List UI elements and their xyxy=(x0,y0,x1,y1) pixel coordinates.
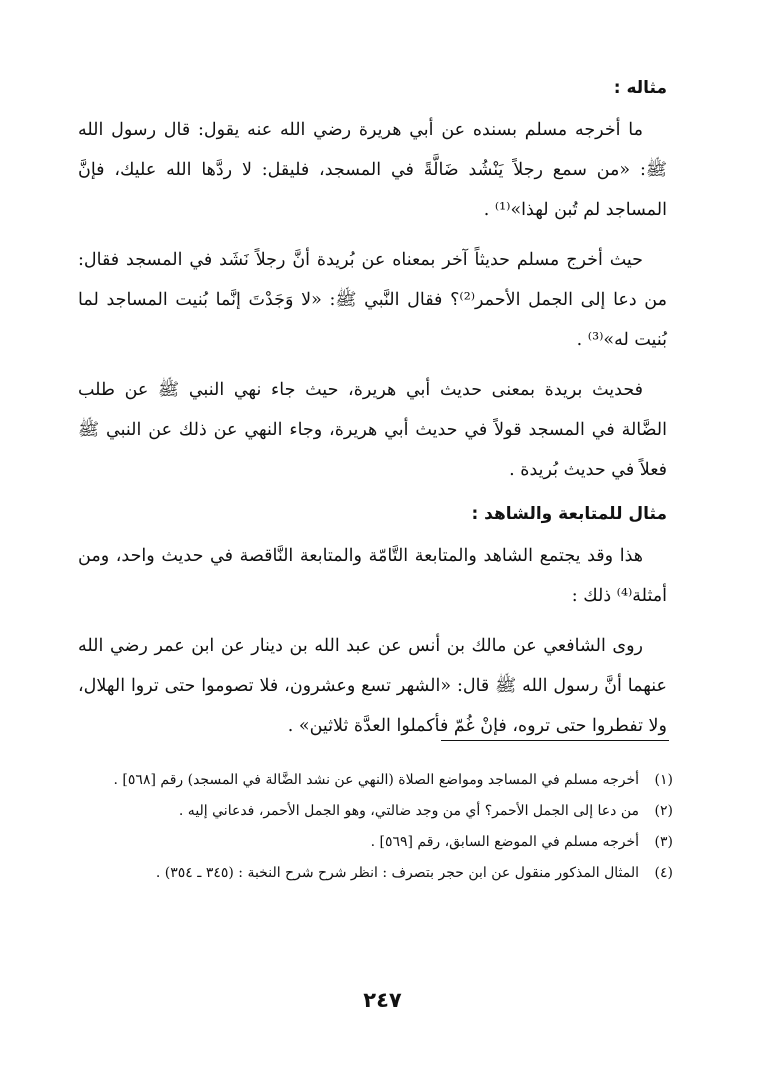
paragraph-intro-example: هذا وقد يجتمع الشاهد والمتابعة التَّامّة والمتابعة النَّاقصة في حديث واحد، ومن أمثلة⁽⁴⁾ ذلك : xyxy=(78,546,667,606)
footnote-text: أخرجه مسلم في الموضع السابق، رقم [٥٦٩] . xyxy=(370,834,639,850)
footnote xyxy=(78,797,673,826)
section-heading-example: مثاله : xyxy=(613,78,667,98)
footnote-number: (٢) xyxy=(654,803,673,819)
footnote-number: (٤) xyxy=(654,865,673,881)
footnote xyxy=(78,828,673,857)
section-heading-followup: مثال للمتابعة والشاهد : xyxy=(471,504,667,524)
paragraph-shafii-hadith: روى الشافعي عن مالك بن أنس عن عبد الله بن دينار عن ابن عمر رضي الله عنهما أنَّ رسول الله ﷺ قال: «الشهر تسع وعشرون، فلا تصوموا حتى تروا الهلال، ولا تفطروا حتى تروه، فإنْ غُمّ فأكملوا العدَّة ثلاثين» . xyxy=(78,636,667,736)
footnote-number: (٣) xyxy=(654,834,673,850)
paragraph-buraida-hadith: حيث أخرج مسلم حديثاً آخر بمعناه عن بُريدة أنَّ رجلاً نَشَد في المسجد فقال: من دعا إلى الجمل الأحمر⁽²⁾؟ فقال النَّبي ﷺ: «لا وَجَدْتَ إنَّما بُنيت المساجد لما بُنيت له»⁽³⁾ . xyxy=(78,250,668,350)
footnote-text: المثال المذكور منقول عن ابن حجر بتصرف : انظر شرح شرح النخبة : (٣٤٥ ـ ٣٥٤) . xyxy=(155,865,639,881)
footnote xyxy=(78,859,673,888)
paragraph-comparison: فحديث بريدة بمعنى حديث أبي هريرة، حيث جاء نهي النبي ﷺ عن طلب الضَّالة في المسجد قولاً في حديث أبي هريرة، وجاء النهي عن ذلك عن النبي ﷺ فعلاً في حديث بُريدة . xyxy=(78,380,667,480)
footnote-number: (١) xyxy=(654,772,673,788)
footnote xyxy=(78,766,673,795)
page-number: ٢٤٧ xyxy=(363,988,402,1012)
paragraph-muslim-hadith: ما أخرجه مسلم بسنده عن أبي هريرة رضي الله عنه يقول: قال رسول الله ﷺ: «من سمع رجلاً يَنْشُد ضَالَّةً في المسجد، فليقل: لا ردَّها الله عليك، فإنَّ المساجد لم تُبن لهذا»⁽¹⁾ . xyxy=(78,120,667,220)
main-text-column xyxy=(78,74,667,756)
footnote-text: من دعا إلى الجمل الأحمر؟ أي من وجد ضالتي، وهو الجمل الأحمر، فدعاني إليه . xyxy=(178,803,639,819)
footnote-separator xyxy=(441,740,669,741)
footnotes xyxy=(78,766,673,890)
footnote-text: أخرجه مسلم في المساجد ومواضع الصلاة (النهي عن نشد الضَّالة في المسجد) رقم [٥٦٨] . xyxy=(113,772,639,788)
